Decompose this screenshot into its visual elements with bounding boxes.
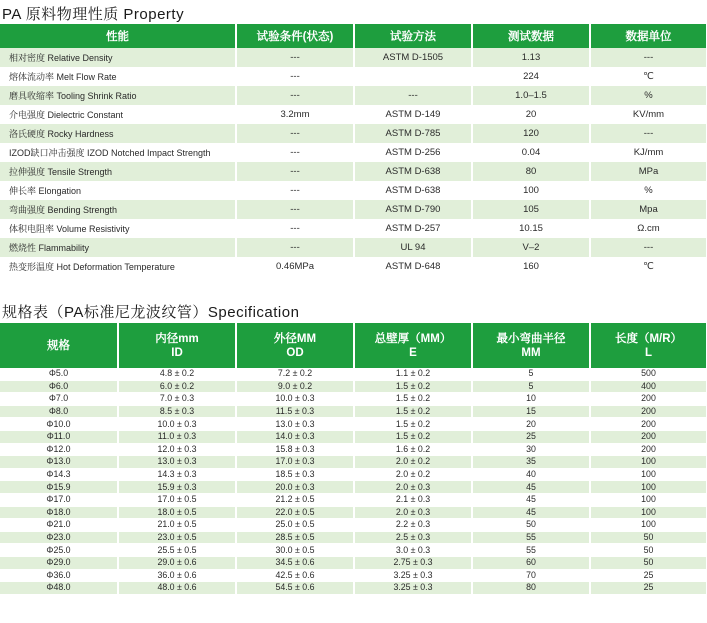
header-test-condition: 试验条件(状态) — [236, 24, 354, 48]
outer-diameter-cell: 13.0 ± 0.3 — [236, 418, 354, 431]
property-row — [0, 219, 707, 238]
outer-diameter-cell: 54.5 ± 0.6 — [236, 582, 354, 595]
test-condition-cell: --- — [236, 67, 354, 86]
property-table — [0, 24, 707, 276]
property-name-cell: 伸长率 Elongation — [0, 181, 236, 200]
test-data-cell: 0.04 — [472, 143, 590, 162]
property-row — [0, 257, 707, 276]
test-condition-cell: --- — [236, 124, 354, 143]
spec-cell: Φ18.0 — [0, 506, 118, 519]
wall-thickness-cell: 1.1 ± 0.2 — [354, 368, 472, 380]
outer-diameter-cell: 42.5 ± 0.6 — [236, 569, 354, 582]
spec-row — [0, 456, 707, 469]
min-bend-radius-cell: 30 — [472, 443, 590, 456]
spec-cell: Φ25.0 — [0, 544, 118, 557]
data-unit-cell: % — [590, 181, 707, 200]
min-bend-radius-cell: 25 — [472, 430, 590, 443]
data-unit-cell: Ω.cm — [590, 219, 707, 238]
test-condition-cell: 3.2mm — [236, 105, 354, 124]
spec-row — [0, 380, 707, 393]
spec-row — [0, 418, 707, 431]
test-condition-cell: --- — [236, 162, 354, 181]
wall-thickness-cell: 1.6 ± 0.2 — [354, 443, 472, 456]
length-cell: 400 — [590, 380, 707, 393]
wall-thickness-cell: 1.5 ± 0.2 — [354, 418, 472, 431]
spec-row — [0, 519, 707, 532]
spec-cell: Φ12.0 — [0, 443, 118, 456]
inner-diameter-cell: 18.0 ± 0.5 — [118, 506, 236, 519]
wall-thickness-cell: 3.25 ± 0.3 — [354, 569, 472, 582]
test-condition-cell: --- — [236, 86, 354, 105]
test-method-cell: --- — [354, 86, 472, 105]
min-bend-radius-cell: 45 — [472, 481, 590, 494]
outer-diameter-cell: 17.0 ± 0.3 — [236, 456, 354, 469]
spec-row — [0, 443, 707, 456]
length-cell: 100 — [590, 506, 707, 519]
spec-row — [0, 430, 707, 443]
test-condition-cell: --- — [236, 143, 354, 162]
spec-header-row — [0, 323, 707, 368]
spec-row — [0, 569, 707, 582]
data-unit-cell: KJ/mm — [590, 143, 707, 162]
test-condition-cell: --- — [236, 48, 354, 67]
spec-row — [0, 405, 707, 418]
outer-diameter-cell: 25.0 ± 0.5 — [236, 519, 354, 532]
property-section-title: PA 原料物理性质 Property — [2, 6, 185, 23]
wall-thickness-cell: 1.5 ± 0.2 — [354, 405, 472, 418]
wall-thickness-cell: 2.5 ± 0.3 — [354, 531, 472, 544]
spec-row — [0, 393, 707, 406]
length-cell: 100 — [590, 493, 707, 506]
test-condition-cell: --- — [236, 219, 354, 238]
wall-thickness-cell: 1.5 ± 0.2 — [354, 380, 472, 393]
header-wall-thickness: 总壁厚（MM） E — [354, 323, 472, 368]
header-length: 长度（M/R） L — [590, 323, 707, 368]
data-unit-cell: MPa — [590, 162, 707, 181]
outer-diameter-cell: 21.2 ± 0.5 — [236, 493, 354, 506]
length-cell: 200 — [590, 443, 707, 456]
min-bend-radius-cell: 10 — [472, 393, 590, 406]
property-row — [0, 86, 707, 105]
property-name-cell: 介电强度 Dielectric Constant — [0, 105, 236, 124]
property-name-cell: 热变形温度 Hot Deformation Temperature — [0, 257, 236, 276]
test-method-cell — [354, 67, 472, 86]
outer-diameter-cell: 9.0 ± 0.2 — [236, 380, 354, 393]
length-cell: 25 — [590, 582, 707, 595]
property-name-cell: 燃烧性 Flammability — [0, 238, 236, 257]
wall-thickness-cell: 2.75 ± 0.3 — [354, 556, 472, 569]
inner-diameter-cell: 25.5 ± 0.5 — [118, 544, 236, 557]
spec-row — [0, 493, 707, 506]
min-bend-radius-cell: 45 — [472, 506, 590, 519]
spec-cell: Φ7.0 — [0, 393, 118, 406]
spec-row — [0, 531, 707, 544]
property-row — [0, 48, 707, 67]
outer-diameter-cell: 14.0 ± 0.3 — [236, 430, 354, 443]
spec-row — [0, 544, 707, 557]
wall-thickness-cell: 1.5 ± 0.2 — [354, 393, 472, 406]
test-data-cell: 1.13 — [472, 48, 590, 67]
test-condition-cell: --- — [236, 238, 354, 257]
min-bend-radius-cell: 70 — [472, 569, 590, 582]
spec-row — [0, 468, 707, 481]
inner-diameter-cell: 21.0 ± 0.5 — [118, 519, 236, 532]
spec-cell: Φ8.0 — [0, 405, 118, 418]
min-bend-radius-cell: 50 — [472, 519, 590, 532]
wall-thickness-cell: 2.2 ± 0.3 — [354, 519, 472, 532]
wall-thickness-cell: 2.0 ± 0.2 — [354, 468, 472, 481]
length-cell: 50 — [590, 556, 707, 569]
test-data-cell: 100 — [472, 181, 590, 200]
wall-thickness-cell: 2.0 ± 0.3 — [354, 481, 472, 494]
header-data-unit: 数据单位 — [590, 24, 707, 48]
min-bend-radius-cell: 20 — [472, 418, 590, 431]
spec-cell: Φ17.0 — [0, 493, 118, 506]
spec-cell: Φ21.0 — [0, 519, 118, 532]
length-cell: 100 — [590, 456, 707, 469]
spec-cell: Φ36.0 — [0, 569, 118, 582]
inner-diameter-cell: 29.0 ± 0.6 — [118, 556, 236, 569]
outer-diameter-cell: 15.8 ± 0.3 — [236, 443, 354, 456]
test-data-cell: 224 — [472, 67, 590, 86]
inner-diameter-cell: 6.0 ± 0.2 — [118, 380, 236, 393]
header-test-data: 测试数据 — [472, 24, 590, 48]
test-method-cell: ASTM D-785 — [354, 124, 472, 143]
property-name-cell: 洛氏硬度 Rocky Hardness — [0, 124, 236, 143]
test-method-cell: ASTM D-257 — [354, 219, 472, 238]
data-unit-cell: ℃ — [590, 257, 707, 276]
property-header-row — [0, 24, 707, 48]
outer-diameter-cell: 28.5 ± 0.5 — [236, 531, 354, 544]
wall-thickness-cell: 2.0 ± 0.3 — [354, 506, 472, 519]
inner-diameter-cell: 15.9 ± 0.3 — [118, 481, 236, 494]
min-bend-radius-cell: 15 — [472, 405, 590, 418]
test-data-cell: 20 — [472, 105, 590, 124]
inner-diameter-cell: 8.5 ± 0.3 — [118, 405, 236, 418]
test-method-cell: UL 94 — [354, 238, 472, 257]
wall-thickness-cell: 3.0 ± 0.3 — [354, 544, 472, 557]
test-condition-cell: --- — [236, 181, 354, 200]
outer-diameter-cell: 34.5 ± 0.6 — [236, 556, 354, 569]
inner-diameter-cell: 7.0 ± 0.3 — [118, 393, 236, 406]
property-row — [0, 143, 707, 162]
min-bend-radius-cell: 40 — [472, 468, 590, 481]
spec-section-title: 规格表（PA标准尼龙波纹管）Specification — [2, 304, 300, 321]
outer-diameter-cell: 7.2 ± 0.2 — [236, 368, 354, 380]
outer-diameter-cell: 11.5 ± 0.3 — [236, 405, 354, 418]
test-method-cell: ASTM D-256 — [354, 143, 472, 162]
property-name-cell: 磨具收缩率 Tooling Shrink Ratio — [0, 86, 236, 105]
data-unit-cell: --- — [590, 124, 707, 143]
spec-cell: Φ48.0 — [0, 582, 118, 595]
property-name-cell: 相对密度 Relative Density — [0, 48, 236, 67]
spec-cell: Φ29.0 — [0, 556, 118, 569]
length-cell: 50 — [590, 544, 707, 557]
spec-cell: Φ10.0 — [0, 418, 118, 431]
property-name-cell: 拉伸强度 Tensile Strength — [0, 162, 236, 181]
property-row — [0, 181, 707, 200]
property-row — [0, 67, 707, 86]
outer-diameter-cell: 20.0 ± 0.3 — [236, 481, 354, 494]
inner-diameter-cell: 48.0 ± 0.6 — [118, 582, 236, 595]
length-cell: 200 — [590, 430, 707, 443]
length-cell: 100 — [590, 468, 707, 481]
min-bend-radius-cell: 80 — [472, 582, 590, 595]
wall-thickness-cell: 2.1 ± 0.3 — [354, 493, 472, 506]
header-inner-diameter: 内径mm ID — [118, 323, 236, 368]
length-cell: 200 — [590, 393, 707, 406]
inner-diameter-cell: 23.0 ± 0.5 — [118, 531, 236, 544]
property-name-cell: IZOD缺口冲击强度 IZOD Notched Impact Strength — [0, 143, 236, 162]
specification-table — [0, 323, 707, 595]
spec-cell: Φ15.9 — [0, 481, 118, 494]
spec-row — [0, 481, 707, 494]
length-cell: 200 — [590, 405, 707, 418]
spec-cell: Φ13.0 — [0, 456, 118, 469]
inner-diameter-cell: 36.0 ± 0.6 — [118, 569, 236, 582]
property-row — [0, 200, 707, 219]
header-min-bend-radius: 最小弯曲半径 MM — [472, 323, 590, 368]
property-row — [0, 162, 707, 181]
spec-cell: Φ23.0 — [0, 531, 118, 544]
spec-cell: Φ11.0 — [0, 430, 118, 443]
outer-diameter-cell: 10.0 ± 0.3 — [236, 393, 354, 406]
data-unit-cell: KV/mm — [590, 105, 707, 124]
outer-diameter-cell: 30.0 ± 0.5 — [236, 544, 354, 557]
min-bend-radius-cell: 45 — [472, 493, 590, 506]
min-bend-radius-cell: 35 — [472, 456, 590, 469]
property-name-cell: 熔体流动率 Melt Flow Rate — [0, 67, 236, 86]
property-name-cell: 弯曲强度 Bending Strength — [0, 200, 236, 219]
outer-diameter-cell: 18.5 ± 0.3 — [236, 468, 354, 481]
inner-diameter-cell: 17.0 ± 0.5 — [118, 493, 236, 506]
test-data-cell: V–2 — [472, 238, 590, 257]
min-bend-radius-cell: 60 — [472, 556, 590, 569]
test-data-cell: 120 — [472, 124, 590, 143]
min-bend-radius-cell: 55 — [472, 544, 590, 557]
test-method-cell: ASTM D-149 — [354, 105, 472, 124]
spec-row — [0, 368, 707, 380]
spec-row — [0, 506, 707, 519]
data-unit-cell: ℃ — [590, 67, 707, 86]
min-bend-radius-cell: 5 — [472, 368, 590, 380]
data-unit-cell: --- — [590, 238, 707, 257]
length-cell: 25 — [590, 569, 707, 582]
inner-diameter-cell: 12.0 ± 0.3 — [118, 443, 236, 456]
test-data-cell: 10.15 — [472, 219, 590, 238]
header-test-method: 试验方法 — [354, 24, 472, 48]
test-data-cell: 105 — [472, 200, 590, 219]
inner-diameter-cell: 14.3 ± 0.3 — [118, 468, 236, 481]
test-method-cell: ASTM D-790 — [354, 200, 472, 219]
test-method-cell: ASTM D-638 — [354, 162, 472, 181]
test-method-cell: ASTM D-638 — [354, 181, 472, 200]
wall-thickness-cell: 3.25 ± 0.3 — [354, 582, 472, 595]
wall-thickness-cell: 1.5 ± 0.2 — [354, 430, 472, 443]
property-row — [0, 238, 707, 257]
test-condition-cell: --- — [236, 200, 354, 219]
header-outer-diameter: 外径MM OD — [236, 323, 354, 368]
outer-diameter-cell: 22.0 ± 0.5 — [236, 506, 354, 519]
inner-diameter-cell: 10.0 ± 0.3 — [118, 418, 236, 431]
property-name-cell: 体积电阻率 Volume Resistivity — [0, 219, 236, 238]
spec-cell: Φ5.0 — [0, 368, 118, 380]
length-cell: 500 — [590, 368, 707, 380]
min-bend-radius-cell: 55 — [472, 531, 590, 544]
length-cell: 100 — [590, 481, 707, 494]
length-cell: 200 — [590, 418, 707, 431]
header-property: 性能 — [0, 24, 236, 48]
inner-diameter-cell: 11.0 ± 0.3 — [118, 430, 236, 443]
spec-row — [0, 556, 707, 569]
property-row — [0, 105, 707, 124]
spec-row — [0, 582, 707, 595]
inner-diameter-cell: 13.0 ± 0.3 — [118, 456, 236, 469]
test-method-cell: ASTM D-1505 — [354, 48, 472, 67]
test-data-cell: 80 — [472, 162, 590, 181]
inner-diameter-cell: 4.8 ± 0.2 — [118, 368, 236, 380]
length-cell: 50 — [590, 531, 707, 544]
test-method-cell: ASTM D-648 — [354, 257, 472, 276]
wall-thickness-cell: 2.0 ± 0.2 — [354, 456, 472, 469]
test-data-cell: 1.0–1.5 — [472, 86, 590, 105]
test-condition-cell: 0.46MPa — [236, 257, 354, 276]
data-unit-cell: --- — [590, 48, 707, 67]
spec-cell: Φ14.3 — [0, 468, 118, 481]
spec-cell: Φ6.0 — [0, 380, 118, 393]
header-spec: 规格 — [0, 323, 118, 368]
length-cell: 100 — [590, 519, 707, 532]
data-unit-cell: % — [590, 86, 707, 105]
test-data-cell: 160 — [472, 257, 590, 276]
property-row — [0, 124, 707, 143]
data-unit-cell: Mpa — [590, 200, 707, 219]
min-bend-radius-cell: 5 — [472, 380, 590, 393]
